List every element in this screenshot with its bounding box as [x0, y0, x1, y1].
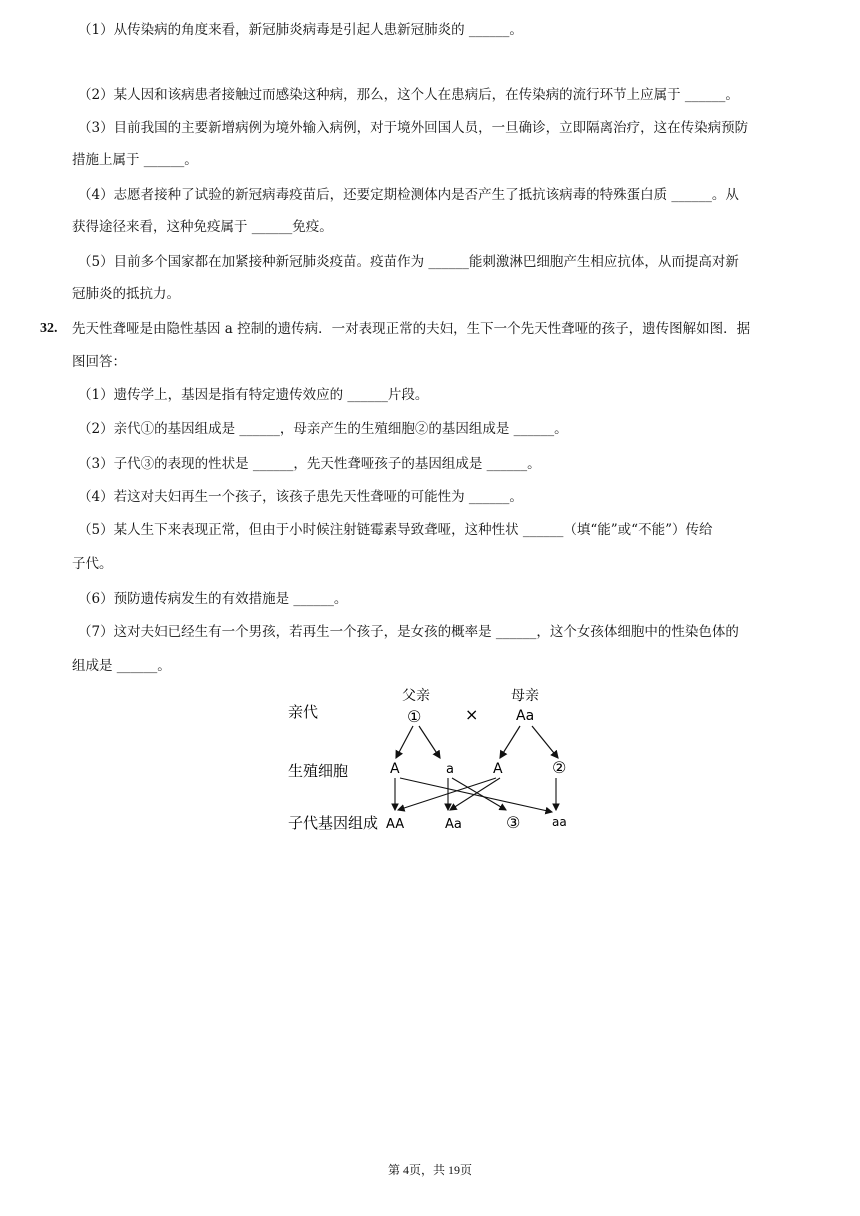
q31-sub4-line2: 获得途径来看，这种免疫属于 ______免疫。: [72, 219, 333, 235]
q32-sub2: （2）亲代①的基因组成是 ______，母亲产生的生殖细胞②的基因组成是 ______。: [78, 421, 568, 437]
q32-stem-line1: 先天性聋哑是由隐性基因 a 控制的遗传病．一对表现正常的夫妇，生下一个先天性聋哑的孩子，遗传图解如图．据: [72, 321, 751, 337]
q32-sub6: （6）预防遗传病发生的有效措施是 ______。: [78, 591, 348, 607]
q31-sub3-line1: （3）目前我国的主要新增病例为境外输入病例，对于境外回国人员，一旦确诊，立即隔离治疗，这在传染病预防: [78, 120, 749, 136]
offspring-aa: aa: [552, 815, 567, 829]
q32-number: 32.: [40, 321, 58, 336]
gamete-mother-A: A: [493, 761, 503, 777]
q32-sub1: （1）遗传学上，基因是指有特定遗传效应的 ______片段。: [78, 387, 429, 403]
gamete-to-offspring-arrows: [395, 778, 556, 812]
q31-sub5-line2: 冠肺炎的抵抗力。: [72, 286, 180, 302]
gamete-mother-2: ②: [552, 758, 567, 777]
q31-sub1: （1）从传染病的角度来看，新冠肺炎病毒是引起人患新冠肺炎的 ______。: [78, 22, 523, 38]
father-genotype: ①: [407, 707, 422, 726]
q32-stem-line2: 图回答：: [72, 354, 126, 370]
q32-sub5-line2: 子代。: [72, 556, 113, 572]
mother-label: 母亲: [511, 688, 539, 704]
offspring-Aa: Aa: [445, 817, 462, 832]
row-label-gamete: 生殖细胞: [288, 762, 349, 780]
q31-sub3-line2: 措施上属于 ______。: [72, 152, 198, 168]
q32-sub7-line2: 组成是 ______。: [72, 658, 171, 674]
cross-symbol: ×: [465, 705, 479, 724]
offspring-3: ③: [506, 813, 521, 832]
row-label-parent: 亲代: [288, 703, 319, 721]
page-footer: 第 4页，共 19页: [387, 1163, 472, 1177]
gamete-father-a: a: [446, 762, 454, 777]
q32-sub7-line1: （7）这对夫妇已经生有一个男孩，若再生一个孩子，是女孩的概率是 ______，这个女孩体细胞中的性染色体的: [78, 624, 739, 640]
offspring-AA: AA: [386, 817, 405, 832]
parent-to-gamete-arrows: [396, 726, 558, 758]
q31-sub4-line1: （4）志愿者接种了试验的新冠病毒疫苗后，还要定期检测体内是否产生了抵抗该病毒的特殊蛋白质 ______。从: [78, 187, 739, 203]
row-label-offspring: 子代基因组成: [288, 814, 379, 832]
q31-sub2: （2）某人因和该病患者接触过而感染这种病，那么，这个人在患病后，在传染病的流行环节上应属于 ______。: [78, 87, 739, 103]
genetics-cross-diagram: [280, 682, 580, 832]
q32-sub4: （4）若这对夫妇再生一个孩子，该孩子患先天性聋哑的可能性为 ______。: [78, 489, 523, 505]
q32-sub5-line1: （5）某人生下来表现正常，但由于小时候注射链霉素导致聋哑，这种性状 ______（填“能”或“不能”）传给: [78, 522, 713, 538]
q31-sub5-line1: （5）目前多个国家都在加紧接种新冠肺炎疫苗。疫苗作为 ______能刺激淋巴细胞产生相应抗体，从而提高对新: [78, 254, 739, 270]
q32-sub3: （3）子代③的表现的性状是 ______，先天性聋哑孩子的基因组成是 ______。: [78, 456, 541, 472]
gamete-father-A: A: [390, 761, 400, 777]
father-label: 父亲: [402, 688, 430, 704]
mother-genotype: Aa: [516, 708, 535, 724]
